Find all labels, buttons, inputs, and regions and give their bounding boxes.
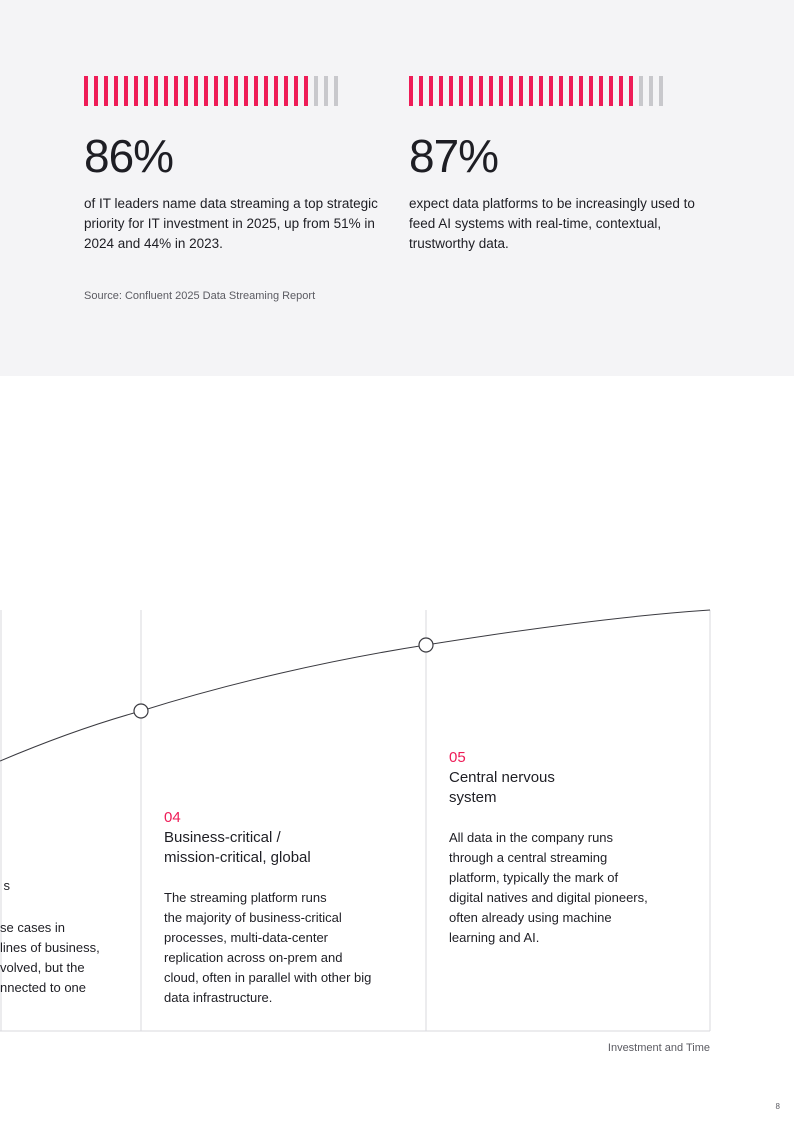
- meter-stripe-filled: [164, 76, 168, 106]
- meter-stripe-filled: [84, 76, 88, 106]
- meter-stripe-filled: [224, 76, 228, 106]
- meter-stripe-empty: [639, 76, 643, 106]
- meter-stripe-filled: [284, 76, 288, 106]
- meter-stripe-filled: [234, 76, 238, 106]
- meter-stripe-filled: [629, 76, 633, 106]
- stat-value: 87%: [409, 130, 499, 182]
- stage-title: Central nervous system: [449, 769, 555, 806]
- meter-stripe-filled: [244, 76, 248, 106]
- meter-stripe-filled: [479, 76, 483, 106]
- meter-stripe-filled: [114, 76, 118, 106]
- stage-number: 05: [449, 749, 466, 766]
- meter-stripe-filled: [579, 76, 583, 106]
- meter-stripe-filled: [194, 76, 198, 106]
- source-note: Source: Confluent 2025 Data Streaming Report: [84, 290, 316, 302]
- stat-value: 86%: [84, 130, 174, 182]
- meter-stripe-filled: [134, 76, 138, 106]
- meter-stripe-filled: [304, 76, 308, 106]
- meter-stripe-filled: [419, 76, 423, 106]
- meter-stripe-filled: [94, 76, 98, 106]
- meter-stripe-filled: [559, 76, 563, 106]
- stat-bar-meter: [84, 76, 384, 106]
- axis-label: Investment and Time: [607, 1042, 710, 1054]
- meter-stripe-filled: [254, 76, 258, 106]
- stat-card-ai-data: [409, 76, 709, 254]
- meter-stripe-empty: [659, 76, 663, 106]
- meter-stripe-filled: [459, 76, 463, 106]
- meter-stripe-filled: [539, 76, 543, 106]
- meter-stripe-empty: [334, 76, 338, 106]
- meter-stripe-empty: [324, 76, 328, 106]
- stage-number: 04: [164, 809, 181, 826]
- meter-stripe-filled: [529, 76, 533, 106]
- meter-stripe-filled: [449, 76, 453, 106]
- meter-stripe-filled: [204, 76, 208, 106]
- meter-stripe-empty: [649, 76, 653, 106]
- meter-stripe-filled: [619, 76, 623, 106]
- meter-stripe-filled: [519, 76, 523, 106]
- meter-stripe-filled: [174, 76, 178, 106]
- meter-stripe-filled: [439, 76, 443, 106]
- meter-stripe-filled: [509, 76, 513, 106]
- meter-stripe-filled: [274, 76, 278, 106]
- stage-title: Business-critical / mission-critical, global: [164, 829, 311, 866]
- meter-stripe-filled: [154, 76, 158, 106]
- meter-stripe-filled: [609, 76, 613, 106]
- meter-stripe-filled: [409, 76, 413, 106]
- meter-stripe-filled: [264, 76, 268, 106]
- meter-stripe-filled: [499, 76, 503, 106]
- stage-03-description-fragment: se cases in lines of business, volved, but the nnected to one: [0, 920, 100, 995]
- stage-05: [449, 748, 704, 948]
- meter-stripe-filled: [469, 76, 473, 106]
- meter-stripe-filled: [549, 76, 553, 106]
- meter-stripe-filled: [589, 76, 593, 106]
- page-number: 8: [775, 1102, 780, 1111]
- growth-curve: [0, 610, 710, 761]
- meter-stripe-filled: [214, 76, 218, 106]
- meter-stripe-filled: [184, 76, 188, 106]
- meter-stripe-filled: [294, 76, 298, 106]
- stage-description: All data in the company runs through a central streaming platform, typically the mark of digital natives and digital pioneers, often already using machine learning and AI.: [449, 830, 648, 945]
- stage-description: The streaming platform runs the majority of business-critical processes, multi-data-center replication across on-prem and cloud, often in parallel with other big data infrastructure.: [164, 890, 372, 1005]
- meter-stripe-filled: [599, 76, 603, 106]
- milestone-marker-05: [419, 638, 433, 652]
- meter-stripe-filled: [489, 76, 493, 106]
- meter-stripe-filled: [124, 76, 128, 106]
- stats-band: [0, 0, 794, 376]
- stat-description: of IT leaders name data streaming a top strategic priority for IT investment in 2025, up from 51% in 2024 and 44% in 2023.: [84, 196, 378, 251]
- stage-04: [164, 808, 414, 1008]
- meter-stripe-filled: [429, 76, 433, 106]
- stage-03-title-fragment: s: [3, 878, 10, 893]
- meter-stripe-filled: [569, 76, 573, 106]
- meter-stripe-empty: [314, 76, 318, 106]
- stat-description: expect data platforms to be increasingly used to feed AI systems with real-time, contextual, trustworthy data.: [409, 196, 695, 251]
- stat-bar-meter: [409, 76, 709, 106]
- stat-card-streaming-priority: [84, 76, 384, 254]
- milestone-marker-04: [134, 704, 148, 718]
- meter-stripe-filled: [144, 76, 148, 106]
- meter-stripe-filled: [104, 76, 108, 106]
